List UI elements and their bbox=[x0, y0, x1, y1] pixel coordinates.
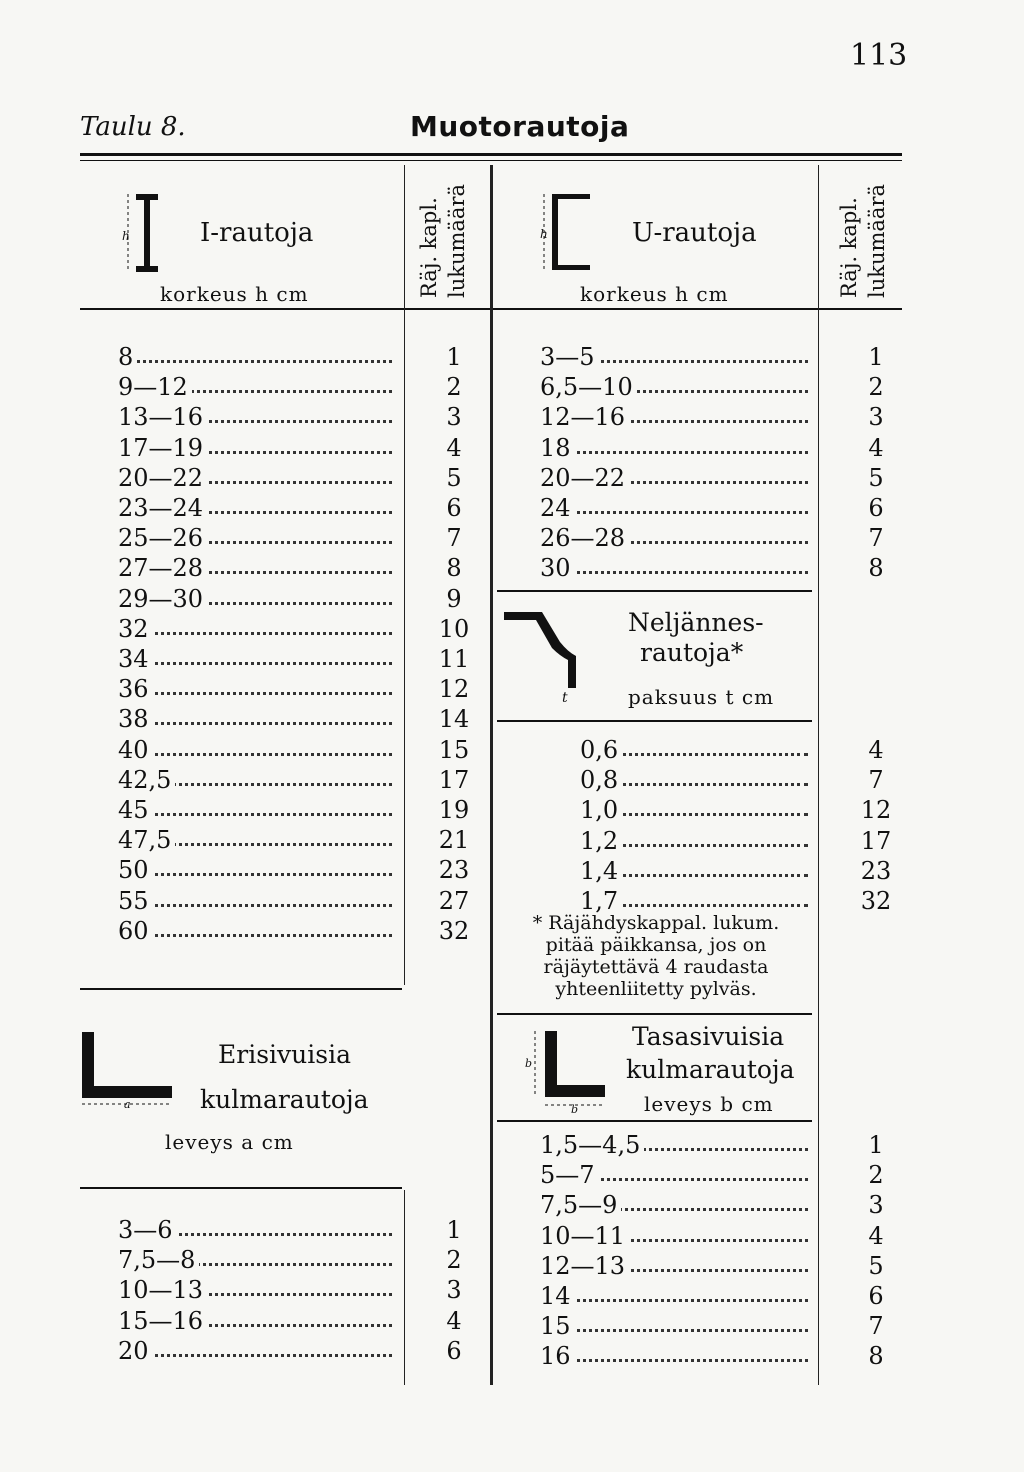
table-row bbox=[118, 463, 474, 493]
table-row bbox=[118, 916, 474, 946]
unequal-top-rule bbox=[80, 988, 402, 990]
page-number: 113 bbox=[850, 38, 908, 73]
leader-dots bbox=[118, 886, 392, 907]
quarter-iron-icon bbox=[502, 600, 592, 710]
table-row bbox=[540, 1311, 896, 1341]
table-row bbox=[540, 1251, 896, 1281]
leader-dots bbox=[540, 1341, 808, 1362]
footnote-line: * Räjähdyskappal. lukum. bbox=[532, 912, 780, 934]
quarter-heading-1: Neljännes- bbox=[628, 608, 764, 637]
row-size: 7,5—8 bbox=[118, 1245, 199, 1275]
u-section-heading: U-rautoja bbox=[632, 218, 757, 248]
leader-dots bbox=[118, 704, 392, 725]
table-row bbox=[118, 553, 474, 583]
row-count: 7 bbox=[868, 524, 884, 553]
row-count: 5 bbox=[868, 463, 884, 492]
row-count: 4 bbox=[446, 433, 462, 462]
row-size: 18 bbox=[540, 433, 575, 463]
row-size: 38 bbox=[118, 704, 153, 734]
row-count: 4 bbox=[446, 1306, 462, 1335]
row-size: 30 bbox=[540, 553, 575, 583]
u-col-header-2: lukumäärä bbox=[865, 183, 889, 298]
row-size: 13—16 bbox=[118, 402, 207, 432]
row-size: 15 bbox=[540, 1311, 575, 1341]
svg-text:b: b bbox=[525, 1057, 533, 1070]
table-row bbox=[580, 735, 896, 765]
row-size: 9—12 bbox=[118, 372, 192, 402]
table-row bbox=[118, 433, 474, 463]
u-channel-icon bbox=[540, 190, 600, 290]
row-count: 32 bbox=[860, 887, 892, 915]
table-row bbox=[118, 855, 474, 885]
row-size: 0,8 bbox=[580, 765, 622, 795]
row-size: 36 bbox=[118, 674, 153, 704]
row-size: 25—26 bbox=[118, 523, 207, 553]
table-row bbox=[580, 795, 896, 825]
table-row bbox=[540, 1160, 896, 1190]
row-size: 55 bbox=[118, 886, 153, 916]
row-count: 9 bbox=[446, 584, 462, 613]
equal-header-rule bbox=[497, 1120, 812, 1122]
page-title: Muotorautoja bbox=[410, 110, 630, 143]
quarter-header-rule bbox=[497, 720, 812, 722]
row-count: 4 bbox=[868, 433, 884, 462]
leader-dots bbox=[540, 1311, 808, 1332]
row-count: 1 bbox=[446, 343, 462, 371]
row-count: 27 bbox=[438, 886, 470, 915]
leader-dots bbox=[118, 855, 392, 876]
row-size: 50 bbox=[118, 855, 153, 885]
leader-dots bbox=[118, 735, 392, 756]
u-col-header-1: Räj. kapl. bbox=[837, 197, 861, 298]
row-count: 4 bbox=[868, 736, 884, 764]
row-size: 20—22 bbox=[118, 463, 207, 493]
equal-top-rule bbox=[497, 1013, 812, 1015]
row-size: 8 bbox=[118, 342, 137, 372]
svg-text:h: h bbox=[540, 227, 548, 241]
table-row bbox=[118, 523, 474, 553]
equal-heading-2: kulmarautoja bbox=[626, 1055, 795, 1084]
row-size: 42,5 bbox=[118, 765, 175, 795]
unequal-heading-1: Erisivuisia bbox=[218, 1040, 351, 1069]
table-row bbox=[118, 674, 474, 704]
row-count: 10 bbox=[438, 614, 470, 643]
row-count: 23 bbox=[438, 856, 470, 885]
table-row bbox=[580, 826, 896, 856]
unequal-header-rule bbox=[80, 1187, 402, 1189]
row-size: 60 bbox=[118, 916, 153, 946]
row-size: 14 bbox=[540, 1281, 575, 1311]
u-section-subheading: korkeus h cm bbox=[580, 282, 729, 306]
row-size: 40 bbox=[118, 735, 153, 765]
row-count: 6 bbox=[446, 1336, 462, 1365]
row-size: 15—16 bbox=[118, 1306, 207, 1336]
footnote-line: pitää päikkansa, jos on bbox=[545, 934, 767, 956]
leader-dots bbox=[540, 1281, 808, 1302]
leader-dots bbox=[540, 553, 808, 574]
row-count: 32 bbox=[438, 916, 470, 945]
row-size: 1,4 bbox=[580, 856, 622, 886]
row-count: 2 bbox=[446, 373, 462, 402]
equal-subheading: leveys b cm bbox=[644, 1092, 774, 1116]
leader-dots bbox=[118, 342, 392, 363]
row-count: 21 bbox=[438, 826, 470, 855]
svg-text:h: h bbox=[122, 229, 130, 243]
row-size: 1,0 bbox=[580, 795, 622, 825]
table-row bbox=[118, 735, 474, 765]
table-row bbox=[118, 825, 474, 855]
table-row bbox=[580, 856, 896, 886]
row-count: 3 bbox=[446, 1276, 462, 1305]
row-count: 7 bbox=[868, 1312, 884, 1341]
table-label: Taulu 8. bbox=[80, 112, 186, 142]
table-row bbox=[540, 463, 896, 493]
row-count: 3 bbox=[868, 403, 884, 432]
row-size: 5—7 bbox=[540, 1160, 599, 1190]
row-count: 7 bbox=[868, 766, 884, 795]
row-count: 8 bbox=[868, 1342, 884, 1371]
row-count: 12 bbox=[860, 796, 892, 825]
row-size: 12—13 bbox=[540, 1251, 629, 1281]
row-size: 32 bbox=[118, 614, 153, 644]
table-row bbox=[118, 372, 474, 402]
footnote-line: räjäytettävä 4 raudasta bbox=[543, 956, 769, 978]
row-size: 3—6 bbox=[118, 1215, 177, 1245]
quarter-footnote bbox=[498, 912, 814, 1000]
row-size: 3—5 bbox=[540, 342, 599, 372]
i-col-header-2: lukumäärä bbox=[445, 183, 469, 298]
leader-dots bbox=[118, 644, 392, 665]
row-size: 24 bbox=[540, 493, 575, 523]
row-count: 15 bbox=[438, 735, 470, 764]
i-beam-icon bbox=[122, 190, 172, 290]
row-count: 1 bbox=[868, 1131, 884, 1159]
row-count: 8 bbox=[446, 554, 462, 583]
row-size: 12—16 bbox=[540, 402, 629, 432]
table-row bbox=[118, 886, 474, 916]
row-count: 19 bbox=[438, 796, 470, 824]
row-count: 6 bbox=[868, 494, 884, 522]
divider-center bbox=[490, 165, 493, 1385]
table-row bbox=[118, 1275, 474, 1305]
row-count: 4 bbox=[868, 1221, 884, 1250]
row-count: 8 bbox=[868, 554, 884, 583]
row-count: 17 bbox=[860, 826, 892, 855]
row-size: 34 bbox=[118, 644, 153, 674]
i-col-header-1: Räj. kapl. bbox=[417, 197, 441, 298]
row-count: 23 bbox=[860, 856, 892, 885]
table-row bbox=[118, 765, 474, 795]
row-count: 2 bbox=[868, 1161, 884, 1190]
table-row bbox=[580, 765, 896, 795]
table-row bbox=[540, 553, 896, 583]
table-row bbox=[540, 1190, 896, 1220]
row-size: 29—30 bbox=[118, 584, 207, 614]
i-section-heading: I-rautoja bbox=[200, 218, 314, 248]
quarter-top-rule bbox=[497, 590, 812, 592]
unequal-subheading: leveys a cm bbox=[165, 1130, 294, 1154]
row-size: 10—11 bbox=[540, 1221, 629, 1251]
row-count: 7 bbox=[446, 524, 462, 553]
row-size: 20—22 bbox=[540, 463, 629, 493]
quarter-heading-2: rautoja* bbox=[640, 638, 744, 667]
row-size: 23—24 bbox=[118, 493, 207, 523]
table-row bbox=[540, 433, 896, 463]
row-size: 0,6 bbox=[580, 735, 622, 765]
table-row bbox=[540, 402, 896, 432]
row-count: 17 bbox=[438, 765, 470, 794]
table-row bbox=[540, 1130, 896, 1160]
quarter-subheading: paksuus t cm bbox=[628, 685, 775, 709]
row-count: 2 bbox=[868, 373, 884, 402]
table-row bbox=[118, 493, 474, 523]
leader-dots bbox=[118, 674, 392, 695]
row-count: 12 bbox=[438, 675, 470, 704]
leader-dots bbox=[118, 916, 392, 937]
table-row bbox=[540, 1281, 896, 1311]
table-row bbox=[118, 1245, 474, 1275]
unequal-angle-icon bbox=[80, 1030, 180, 1110]
leader-dots bbox=[540, 433, 808, 454]
unequal-heading-2: kulmarautoja bbox=[200, 1085, 369, 1114]
equal-heading-1: Tasasivuisia bbox=[632, 1022, 785, 1051]
row-size: 1,2 bbox=[580, 826, 622, 856]
top-rule-thin bbox=[80, 160, 902, 161]
row-size: 1,5—4,5 bbox=[540, 1130, 644, 1160]
row-count: 2 bbox=[446, 1246, 462, 1275]
row-size: 47,5 bbox=[118, 825, 175, 855]
row-count: 6 bbox=[446, 494, 462, 522]
table-row bbox=[118, 342, 474, 372]
top-rule bbox=[80, 153, 902, 156]
table-row bbox=[540, 372, 896, 402]
row-size: 26—28 bbox=[540, 523, 629, 553]
row-count: 11 bbox=[438, 645, 470, 673]
row-size: 27—28 bbox=[118, 553, 207, 583]
row-size: 7,5—9 bbox=[540, 1190, 621, 1220]
table-row bbox=[540, 342, 896, 372]
row-count: 5 bbox=[868, 1251, 884, 1280]
row-count: 14 bbox=[438, 705, 470, 734]
leader-dots bbox=[540, 493, 808, 514]
table-row bbox=[540, 523, 896, 553]
table-row bbox=[118, 644, 474, 674]
table-row bbox=[118, 795, 474, 825]
footnote-line: yhteenliitetty pylväs. bbox=[555, 978, 757, 1000]
table-row bbox=[118, 1215, 474, 1245]
row-size: 1,7 bbox=[580, 886, 622, 916]
table-row bbox=[118, 704, 474, 734]
row-size: 17—19 bbox=[118, 433, 207, 463]
table-row bbox=[118, 1306, 474, 1336]
svg-text:t: t bbox=[562, 690, 568, 706]
table-row bbox=[540, 493, 896, 523]
leader-dots bbox=[118, 795, 392, 816]
svg-text:b: b bbox=[571, 1103, 579, 1115]
row-size: 10—13 bbox=[118, 1275, 207, 1305]
svg-text:a: a bbox=[124, 1098, 131, 1110]
row-size: 20 bbox=[118, 1336, 153, 1366]
leader-dots bbox=[118, 614, 392, 635]
row-count: 3 bbox=[868, 1191, 884, 1220]
row-count: 5 bbox=[446, 463, 462, 492]
table-row bbox=[118, 402, 474, 432]
table-row bbox=[540, 1341, 896, 1371]
leader-dots bbox=[118, 1336, 392, 1357]
row-count: 1 bbox=[446, 1216, 462, 1244]
row-size: 45 bbox=[118, 795, 153, 825]
row-count: 1 bbox=[868, 343, 884, 371]
row-count: 3 bbox=[446, 403, 462, 432]
table-row bbox=[118, 584, 474, 614]
row-size: 6,5—10 bbox=[540, 372, 637, 402]
equal-angle-icon bbox=[525, 1025, 615, 1115]
table-row bbox=[540, 1221, 896, 1251]
row-size: 16 bbox=[540, 1341, 575, 1371]
table-row bbox=[118, 614, 474, 644]
table-row bbox=[118, 1336, 474, 1366]
i-section-subheading: korkeus h cm bbox=[160, 282, 309, 306]
row-count: 6 bbox=[868, 1282, 884, 1310]
